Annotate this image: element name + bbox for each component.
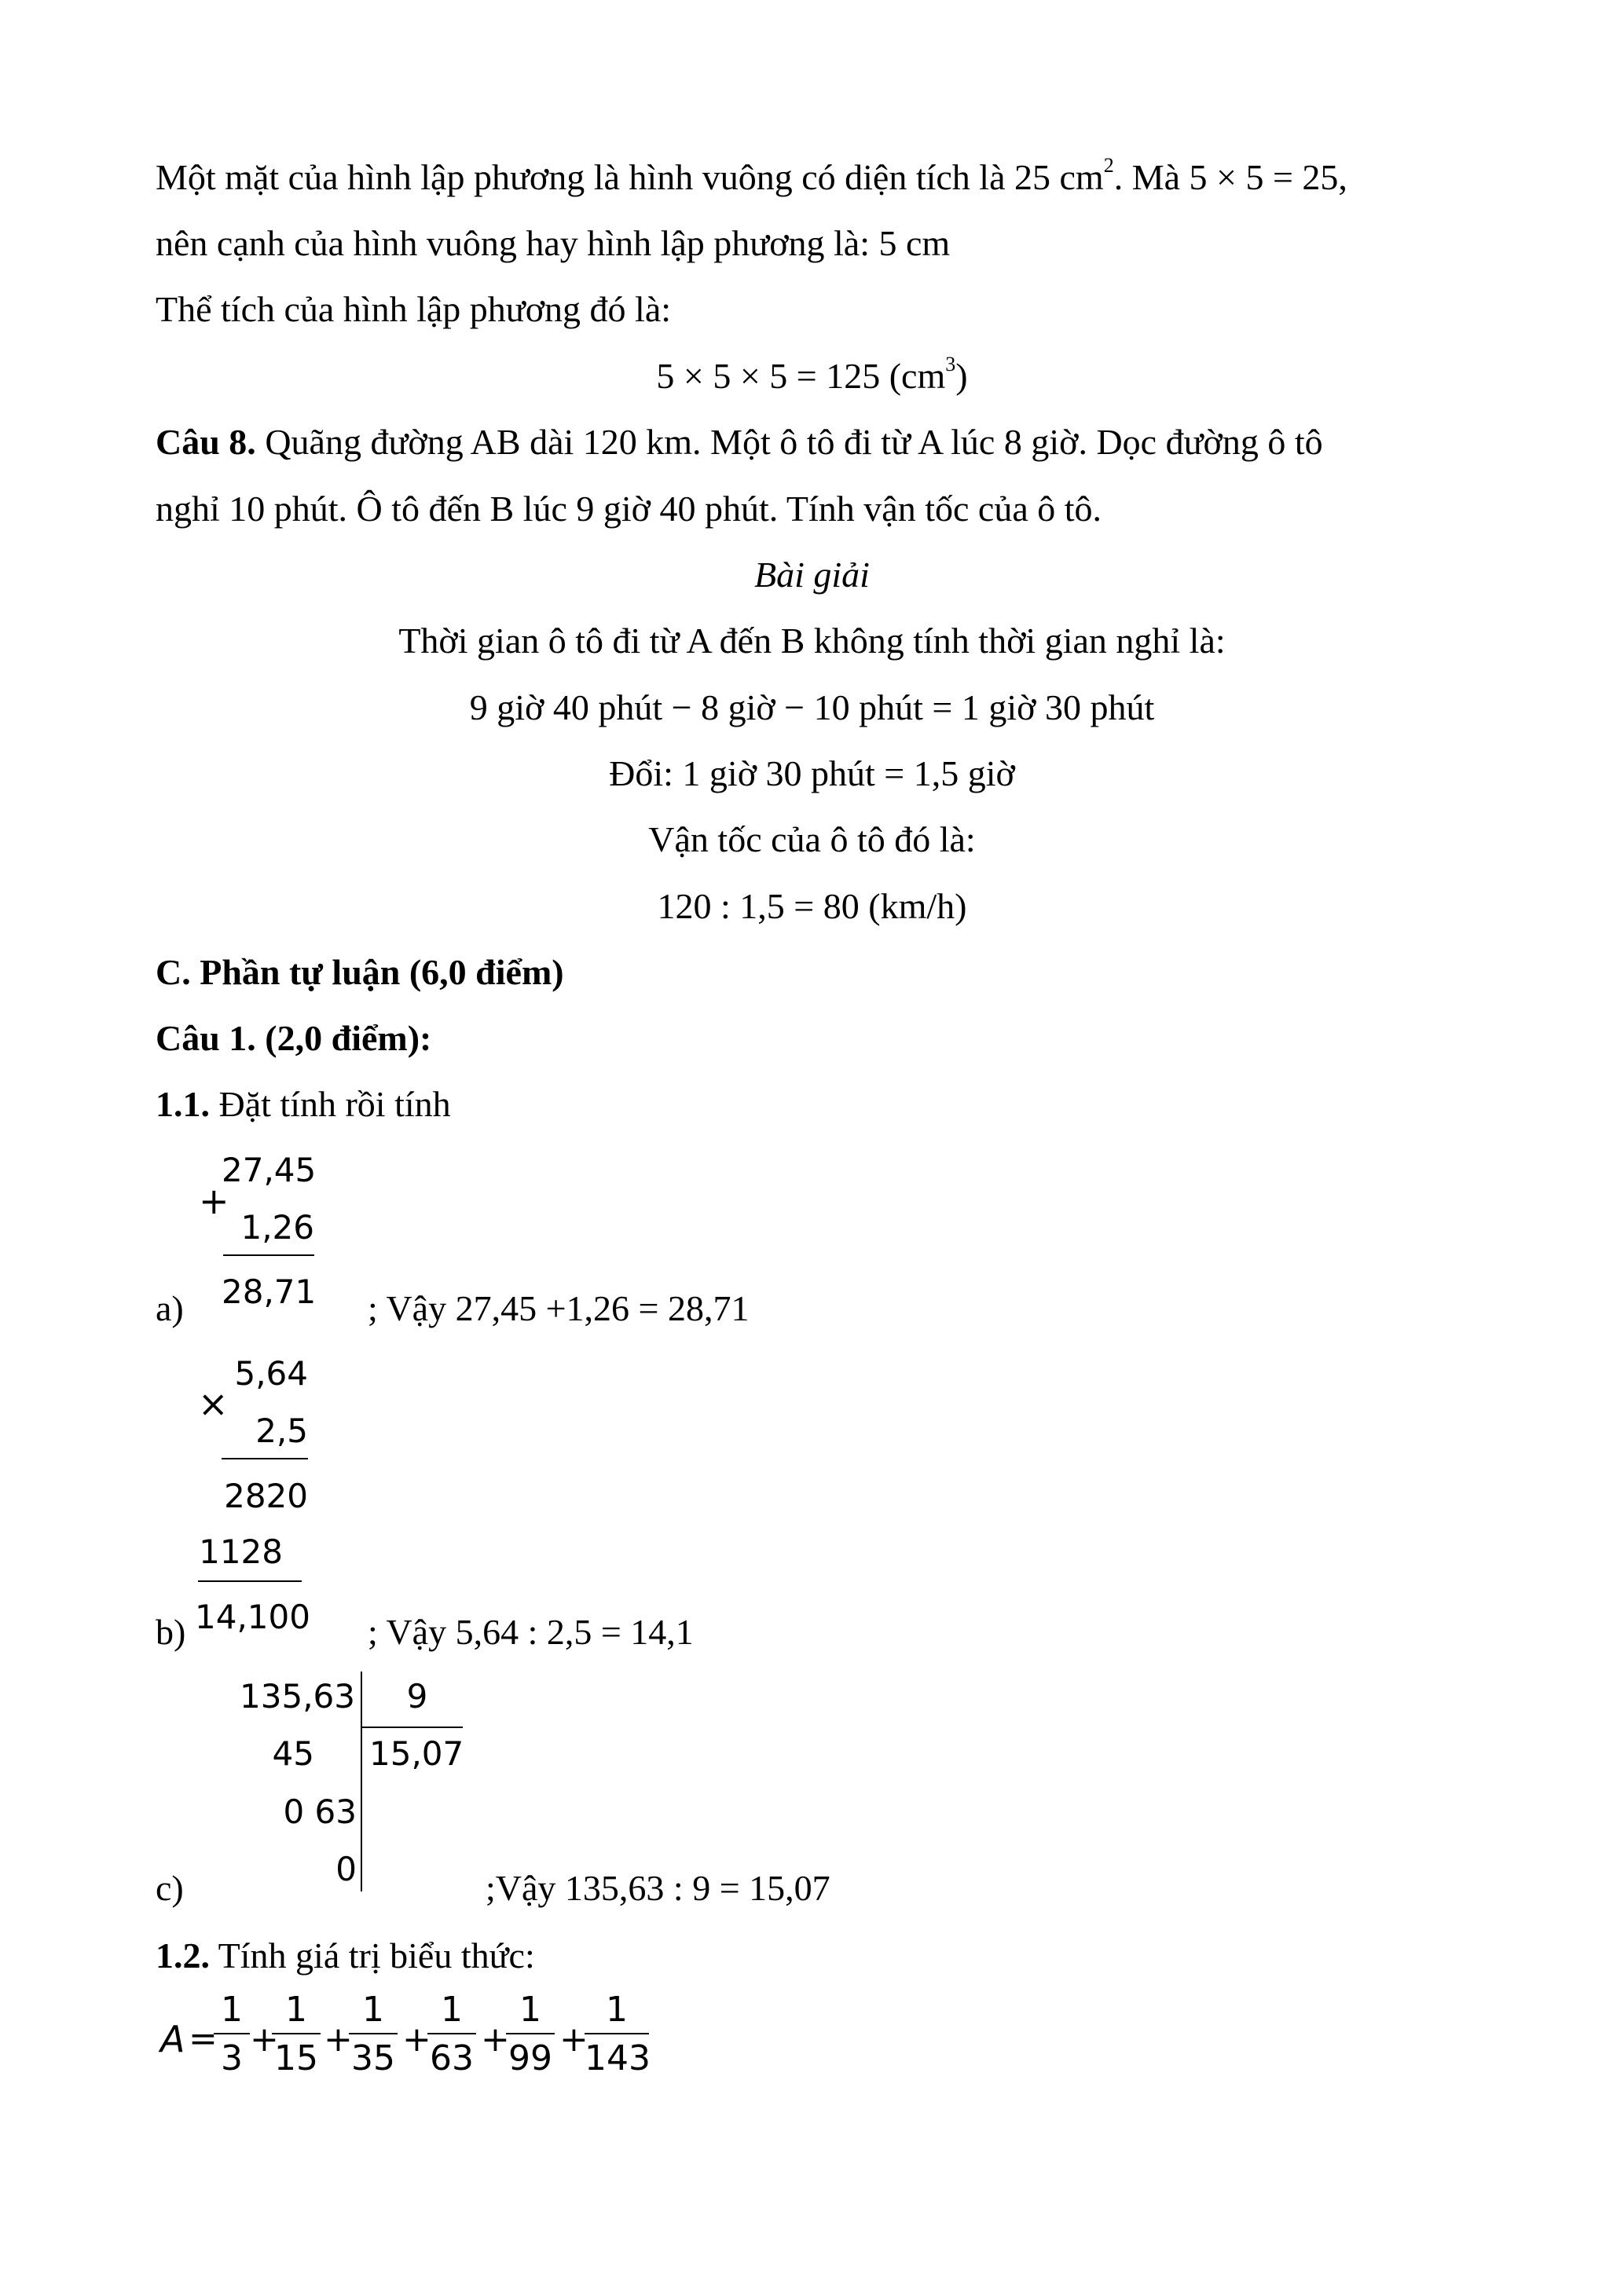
fraction-bar [214, 2033, 250, 2034]
expression-variable: A [160, 2018, 185, 2060]
product-rule [198, 1580, 302, 1582]
subquestion-text: Tính giá trị biểu thức: [210, 1935, 535, 1976]
fraction-bar [506, 2033, 555, 2034]
paragraph-volume-intro: Thể tích của hình lập phương đó là: [156, 289, 672, 329]
text: . Mà 5 × 5 = 25, [1113, 157, 1347, 197]
item-label-b: b) [156, 1612, 186, 1652]
subquestion-text: Đặt tính rồi tính [210, 1084, 451, 1124]
subquestion-label: 1.2. [156, 1935, 210, 1976]
question-label: Câu 8. [156, 422, 256, 462]
fraction [349, 1990, 398, 2078]
text: Một mặt của hình lập phương là hình vuông có diện tích là 25 cm [156, 157, 1104, 197]
sum-result: 28,71 [222, 1273, 317, 1311]
paragraph-cube-face [156, 154, 1347, 201]
fraction [427, 1990, 476, 2078]
numerator: 1 [606, 1990, 628, 2030]
factor-top: 5,64 [234, 1354, 308, 1393]
volume-calculation [0, 353, 1624, 400]
question-8-line-1 [156, 419, 1323, 466]
text: 5 × 5 × 5 = 125 (cm [656, 356, 946, 396]
sum-rule [223, 1254, 314, 1256]
plus-sign: + [402, 2020, 431, 2060]
numerator: 1 [362, 1990, 384, 2030]
item-label-a: a) [156, 1288, 184, 1328]
denominator: 35 [351, 2038, 395, 2078]
solution-line: Thời gian ô tô đi từ A đến B không tính thời gian nghỉ là: [398, 621, 1226, 661]
conclusion-b: ; Vậy 5,64 : 2,5 = 14,1 [368, 1612, 694, 1652]
fraction-bar [272, 2033, 321, 2034]
numerator: 1 [441, 1990, 463, 2030]
plus-sign: + [250, 2020, 279, 2060]
fraction [585, 1990, 649, 2078]
plus-sign: + [559, 2020, 588, 2060]
numerator: 1 [285, 1990, 307, 2030]
superscript: 2 [1103, 154, 1114, 177]
denominator: 15 [274, 2038, 318, 2078]
division-horizontal-rule [361, 1727, 463, 1728]
addend-bottom: 1,26 [240, 1208, 314, 1247]
solution-line: Vận tốc của ô tô đó là: [648, 819, 976, 859]
addend-top: 27,45 [222, 1151, 317, 1189]
plus-sign: + [199, 1180, 229, 1222]
superscript: 3 [945, 353, 956, 375]
denominator: 143 [585, 2038, 651, 2078]
question-1-heading [156, 1015, 431, 1062]
solution-line: Đổi: 1 giờ 30 phút = 1,5 giờ [609, 753, 1015, 793]
equals-sign: = [189, 2019, 218, 2059]
item-label-c: c) [156, 1868, 184, 1908]
conclusion-a: ; Vậy 27,45 +1,26 = 28,71 [368, 1288, 750, 1328]
remainder-final: 0 [335, 1850, 357, 1888]
divisor: 9 [406, 1677, 428, 1716]
remainder-step: 45 [272, 1734, 314, 1773]
denominator: 3 [221, 2038, 243, 2078]
fraction [214, 1990, 250, 2078]
plus-sign: + [324, 2020, 353, 2060]
solution-line: 9 giờ 40 phút − 8 giờ − 10 phút = 1 giờ 30 phút [469, 687, 1155, 727]
question-1-heading-text: Câu 1. (2,0 điểm): [156, 1018, 432, 1058]
fraction-bar [349, 2033, 398, 2034]
solution-line: 120 : 1,5 = 80 (km/h) [657, 886, 967, 926]
section-heading-text: C. Phần tự luận (6,0 điểm) [156, 952, 564, 992]
question-8-line-2: nghỉ 10 phút. Ô tô đến B lúc 9 giờ 40 phút. Tính vận tốc của ô tô. [156, 489, 1102, 529]
partial-product: 1128 [199, 1532, 283, 1571]
fraction [506, 1990, 555, 2078]
question-text: Quãng đường AB dài 120 km. Một ô tô đi từ A lúc 8 giờ. Dọc đường ô tô [255, 422, 1323, 462]
numerator: 1 [221, 1990, 243, 2030]
plus-sign: + [481, 2020, 510, 2060]
partial-product: 2820 [224, 1477, 308, 1515]
subquestion-label: 1.1. [156, 1084, 210, 1124]
solution-title-text: Bài giải [754, 555, 870, 595]
dividend: 135,63 [240, 1677, 355, 1716]
subquestion-1-2 [156, 1932, 535, 1979]
denominator: 63 [430, 2038, 474, 2078]
product-rule [222, 1458, 308, 1459]
subquestion-1-1 [156, 1081, 451, 1128]
fraction-bar [427, 2033, 476, 2034]
paragraph-edge-length: nên cạnh của hình vuông hay hình lập phương là: 5 cm [156, 223, 951, 263]
conclusion-c: ;Vậy 135,63 : 9 = 15,07 [486, 1868, 830, 1908]
fraction-bar [585, 2033, 649, 2034]
product-result: 14,100 [195, 1598, 310, 1636]
division-vertical-rule [361, 1672, 362, 1891]
factor-bottom: 2,5 [255, 1412, 308, 1450]
section-heading [156, 949, 564, 996]
remainder-step: 0 63 [283, 1792, 357, 1831]
numerator: 1 [519, 1990, 541, 2030]
times-sign: × [198, 1382, 229, 1425]
text: ) [955, 356, 968, 396]
solution-title [0, 551, 1624, 599]
fraction [272, 1990, 321, 2078]
quotient: 15,07 [369, 1734, 464, 1773]
denominator: 99 [508, 2038, 552, 2078]
